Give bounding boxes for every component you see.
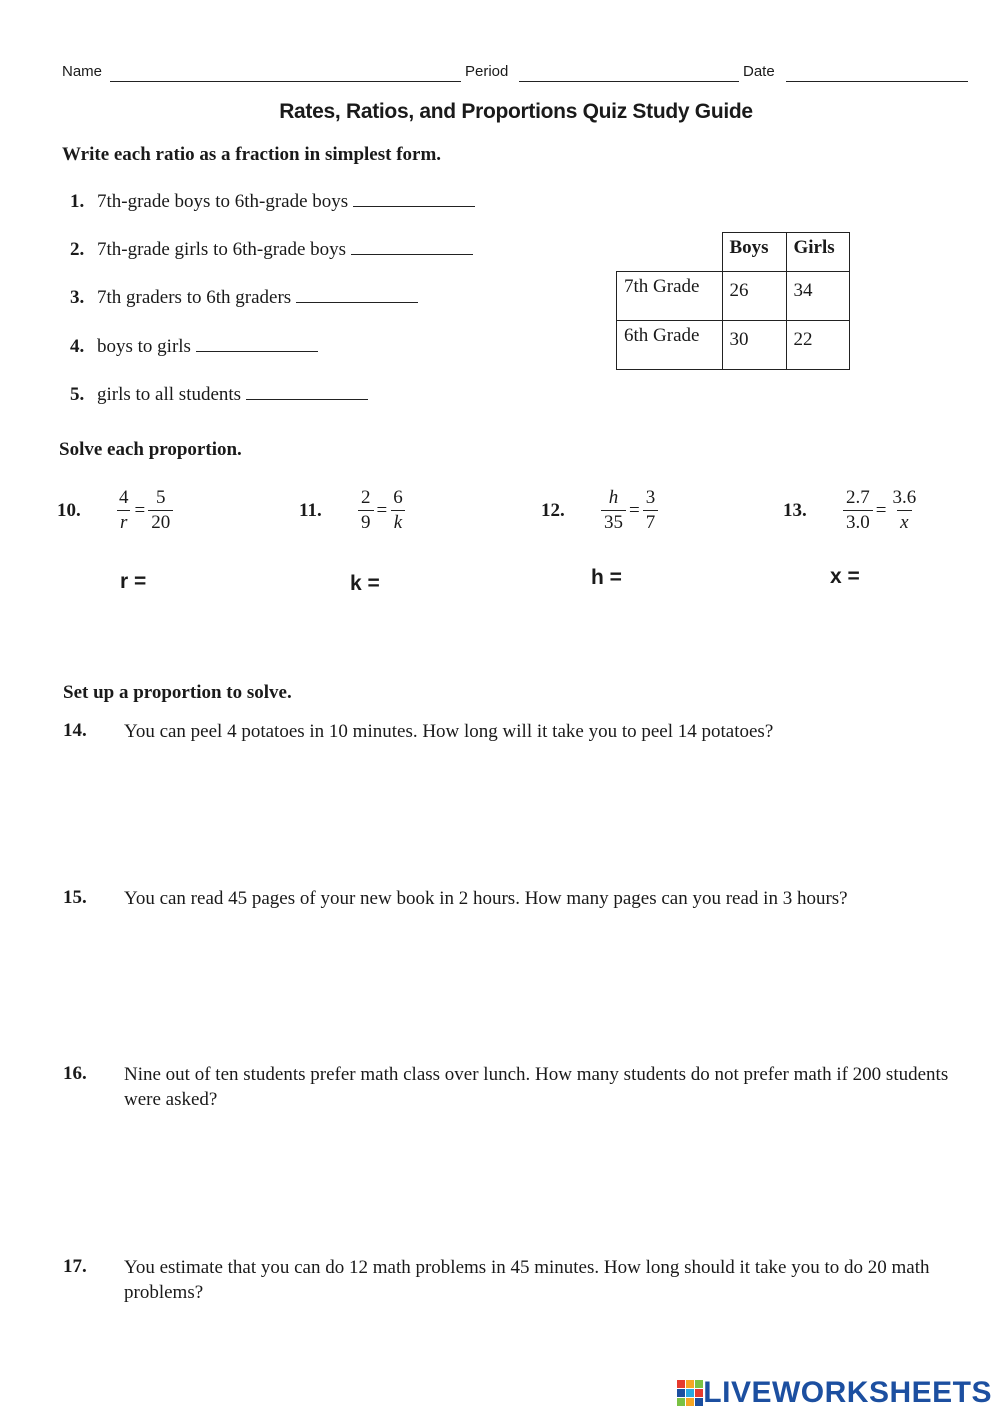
problem-number: 13. [783,500,807,521]
item-text: 7th-grade girls to 6th-grade boys [97,239,347,260]
answer-blank[interactable] [296,288,418,303]
list-item [70,336,318,358]
numerator: 2 [361,487,371,508]
fraction [601,486,626,535]
numerator: 2.7 [846,487,870,508]
period-label: Period [465,63,509,80]
problem-number: 14. [63,720,87,741]
problem-number: 11. [299,500,322,521]
item-text: boys to girls [97,336,191,357]
denominator: 35 [601,510,626,535]
table-row [617,271,850,320]
answer-label[interactable]: k = [350,572,380,595]
table-header: Girls [786,233,849,272]
data-table [616,232,850,370]
table-header-row [617,233,850,272]
list-item [70,384,368,406]
page-title: Rates, Ratios, and Proportions Quiz Study Guide [279,100,753,123]
table-cell: 26 [722,271,786,320]
denominator: k [391,510,405,535]
logo-icon [677,1380,703,1406]
item-number: 2. [70,239,85,260]
fraction [843,486,873,535]
date-label: Date [743,63,775,80]
list-item [70,239,473,261]
denominator: 3.0 [843,510,873,535]
equals-sign: = [629,499,640,521]
numerator: 3 [645,487,656,508]
table-corner [617,233,723,272]
fraction [643,486,659,535]
denominator: 20 [148,510,173,535]
item-number: 3. [70,287,85,308]
table-header: Boys [722,233,786,272]
denominator: 9 [358,510,374,535]
numerator: h [608,487,619,508]
answer-label[interactable]: h = [591,566,622,589]
item-number: 5. [70,384,85,405]
name-line [110,81,461,82]
table-cell: 30 [722,320,786,369]
denominator: 7 [643,510,659,535]
problem-number: 12. [541,500,565,521]
liveworksheets-logo [677,1376,992,1410]
answer-blank[interactable] [353,192,475,207]
row-label: 6th Grade [617,320,723,369]
fraction [116,486,132,535]
item-text: 7th graders to 6th graders [97,287,292,308]
table-cell: 22 [786,320,849,369]
proportion [843,486,919,535]
problem-number: 15. [63,887,87,908]
fraction [148,486,173,535]
list-item [70,191,475,213]
answer-blank[interactable] [246,385,368,400]
table-row [617,320,850,369]
numerator: 3.6 [892,487,917,508]
answer-blank[interactable] [196,337,318,352]
equals-sign: = [376,499,388,521]
item-number: 4. [70,336,85,357]
list-item [70,287,418,309]
word-problem: You can peel 4 potatoes in 10 minutes. How long will it take you to peel 14 potatoes? [124,721,774,742]
logo-text: LIVEWORKSHEETS [703,1376,992,1409]
table-cell: 34 [786,271,849,320]
period-line [519,81,739,82]
numerator: 4 [119,487,129,508]
word-problem: You estimate that you can do 12 math problems in 45 minutes. How long should it take you to do 20 math problems? [124,1257,930,1303]
fraction [390,486,406,535]
answer-label[interactable]: x = [830,565,860,588]
item-number: 1. [70,191,85,212]
name-label: Name [62,63,103,80]
answer-blank[interactable] [351,240,473,255]
section2-heading: Solve each proportion. [59,439,242,460]
equals-sign: = [134,499,146,521]
problem-number: 10. [57,500,81,521]
denominator: r [117,510,130,535]
denominator: x [897,510,911,535]
proportion [358,486,406,535]
equals-sign: = [875,499,887,521]
problem-number: 16. [63,1063,87,1084]
problem-number: 17. [63,1256,87,1277]
item-text: 7th-grade boys to 6th-grade boys [97,191,349,212]
fraction [889,486,919,535]
numerator: 5 [155,487,166,508]
date-line [786,81,968,82]
word-problem: You can read 45 pages of your new book in 2 hours. How many pages can you read in 3 hours? [124,888,848,909]
numerator: 6 [393,487,403,508]
proportion [116,486,173,535]
row-label: 7th Grade [617,271,723,320]
item-text: girls to all students [97,384,242,405]
section3-heading: Set up a proportion to solve. [63,682,292,703]
fraction [358,486,374,535]
section1-heading: Write each ratio as a fraction in simplest form. [62,144,442,165]
proportion [601,486,658,535]
answer-label[interactable]: r = [120,570,147,593]
word-problem: Nine out of ten students prefer math class over lunch. How many students do not prefer math if 200 students were asked? [124,1064,949,1110]
